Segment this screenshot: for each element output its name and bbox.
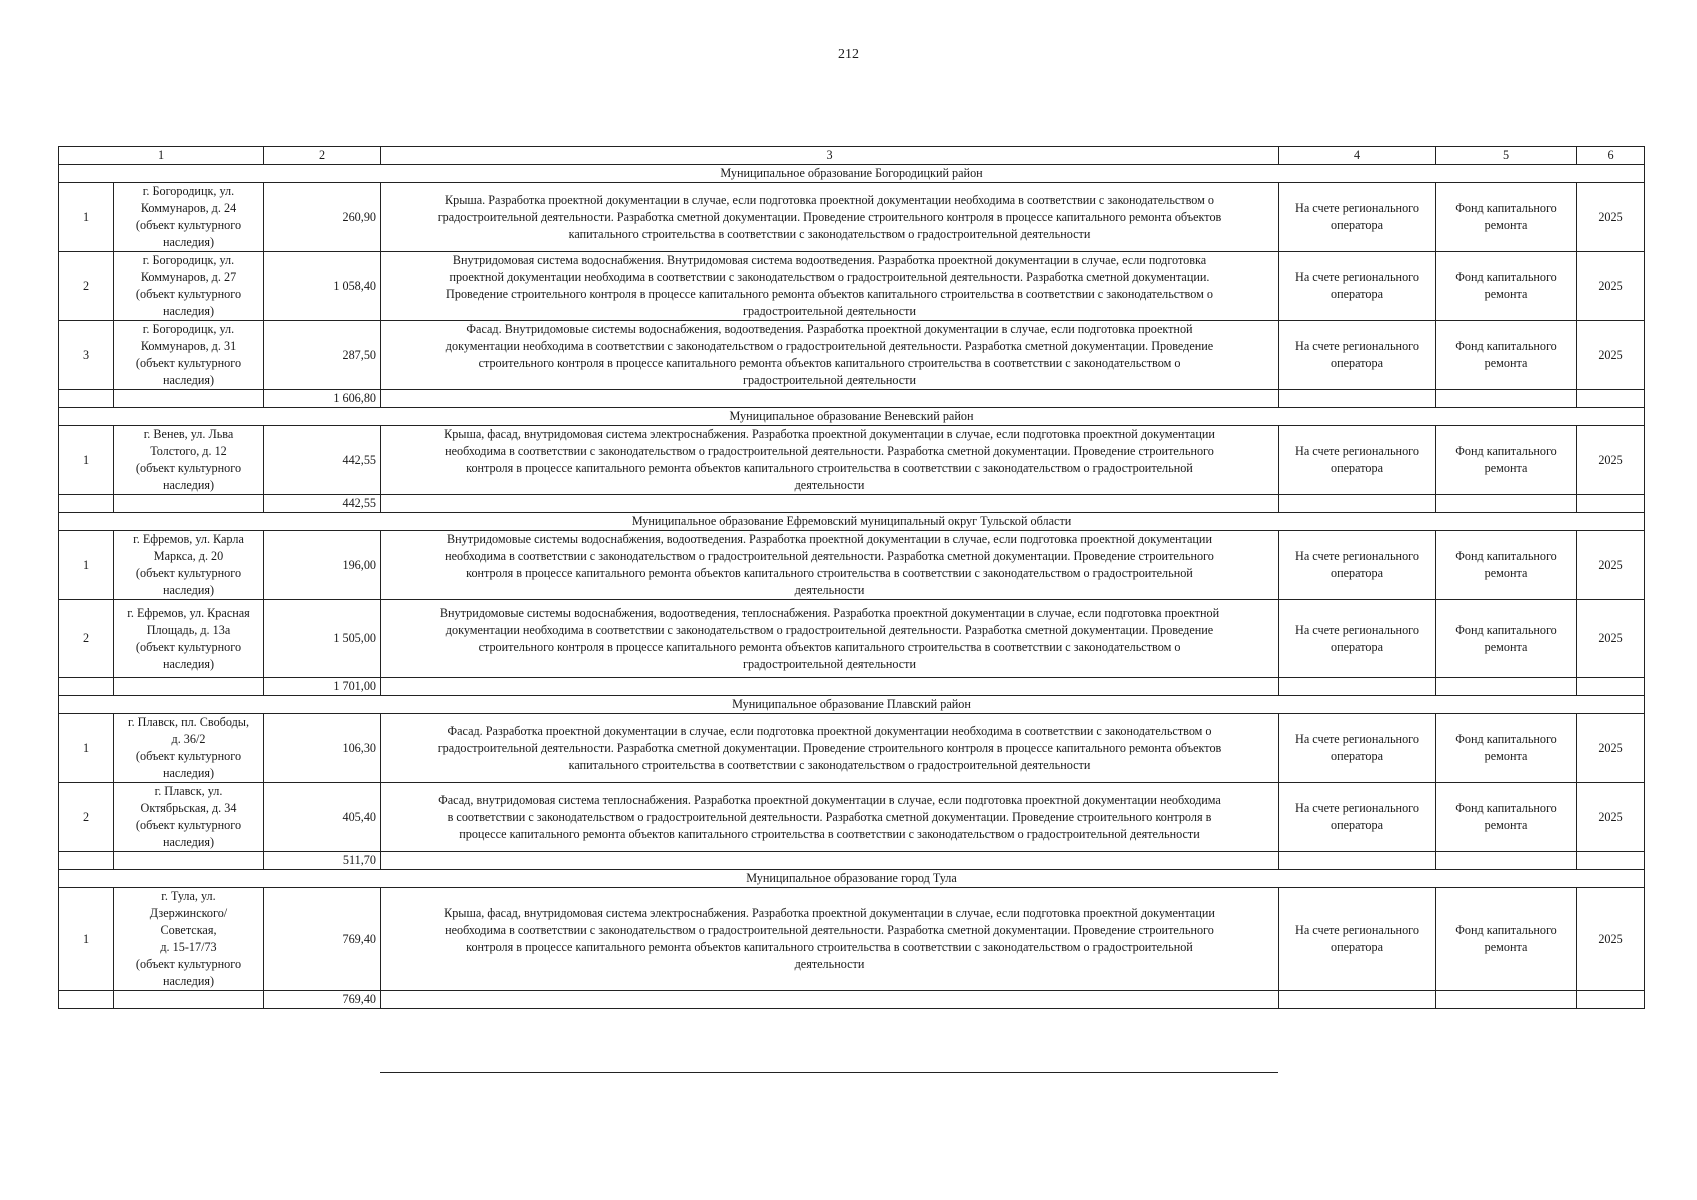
- cell-line: Дзержинского/: [149, 906, 228, 920]
- cell-line: Фонд капитального: [1455, 201, 1557, 215]
- row-number: 1: [59, 183, 114, 252]
- cell-line: (объект культурного: [135, 957, 242, 971]
- completion-year: 2025: [1577, 531, 1645, 600]
- empty-cell: [381, 991, 1279, 1009]
- table-row: [59, 783, 1645, 852]
- municipality-title: Муниципальное образование Ефремовский муниципальный округ Тульской области: [59, 513, 1645, 531]
- cell-line: наследия): [162, 583, 215, 597]
- capital-repair-table: [58, 146, 1645, 1009]
- empty-cell: [1436, 852, 1577, 870]
- cell-line: На счете регионального: [1295, 923, 1419, 937]
- municipality-header-row: [59, 513, 1645, 531]
- municipality-title: Муниципальное образование Веневский район: [59, 408, 1645, 426]
- cell-line: ремонта: [1484, 461, 1528, 475]
- municipality-title: Муниципальное образование Богородицкий район: [59, 165, 1645, 183]
- cell-line: деятельности: [794, 583, 865, 597]
- work-description: [381, 714, 1279, 783]
- cell-line: Фонд капитального: [1455, 732, 1557, 746]
- empty-cell: [1279, 390, 1436, 408]
- cell-line: г. Плавск, пл. Свободы,: [127, 715, 250, 729]
- cost-value: 106,30: [264, 714, 381, 783]
- empty-cell: [114, 678, 264, 696]
- funding-account: [1279, 183, 1436, 252]
- cell-line: наследия): [162, 478, 215, 492]
- cell-line: контроля в процессе капитального ремонта объектов капитального строительства в соответствии с законодательством о градостроительной: [466, 940, 1193, 954]
- cell-line: необходима в соответствии с законодательством о градостроительной деятельности. Разработка сметной документации. Проведение строительного: [445, 444, 1214, 458]
- cell-line: документации необходима в соответствии с законодательством о градостроительной деятельности. Разработка сметной документации. Проведение: [445, 339, 1214, 353]
- cell-line: наследия): [162, 766, 215, 780]
- cell-line: наследия): [162, 835, 215, 849]
- row-number: 2: [59, 783, 114, 852]
- work-description: [381, 426, 1279, 495]
- funding-source: [1436, 888, 1577, 991]
- cell-line: Фасад. Разработка проектной документации в случае, если подготовка проектной документации необходима в соответствии с законодательством о: [447, 723, 1212, 738]
- table-row: [59, 888, 1645, 991]
- funding-source: [1436, 531, 1577, 600]
- cell-line: наследия): [162, 974, 215, 988]
- table-row: [59, 531, 1645, 600]
- cell-line: На счете регионального: [1295, 339, 1419, 353]
- cell-line: градостроительной деятельности. Разработка сметной документации. Проведение строительного контроля в процессе капитального ремонта объектов: [437, 740, 1222, 755]
- work-description: [381, 183, 1279, 252]
- cell-line: На счете регионального: [1295, 732, 1419, 746]
- work-description: [381, 783, 1279, 852]
- empty-cell: [381, 390, 1279, 408]
- cell-line: На счете регионального: [1295, 801, 1419, 815]
- cell-line: На счете регионального: [1295, 622, 1419, 637]
- cell-line: Фонд капитального: [1455, 923, 1557, 937]
- cell-line: оператора: [1331, 818, 1383, 832]
- object-address: [114, 426, 264, 495]
- cell-line: Фасад, внутридомовая система теплоснабжения. Разработка проектной документации в случае, если подготовка проектной документации необходима: [438, 792, 1221, 807]
- cell-line: (объект культурного: [135, 749, 242, 763]
- cell-line: д. 15-17/73: [160, 940, 217, 954]
- funding-account: [1279, 888, 1436, 991]
- cell-line: г. Богородицк, ул.: [142, 322, 235, 336]
- cell-line: контроля в процессе капитального ремонта объектов капитального строительства в соответствии с законодательством о градостроительной: [466, 461, 1193, 475]
- object-address: [114, 531, 264, 600]
- completion-year: 2025: [1577, 714, 1645, 783]
- cell-line: градостроительной деятельности: [742, 656, 917, 671]
- cell-line: оператора: [1331, 287, 1383, 301]
- funding-source: [1436, 714, 1577, 783]
- row-number: 2: [59, 252, 114, 321]
- municipality-title: Муниципальное образование город Тула: [59, 870, 1645, 888]
- empty-cell: [114, 852, 264, 870]
- completion-year: 2025: [1577, 252, 1645, 321]
- cell-line: Внутридомовые системы водоснабжения, водоотведения, теплоснабжения. Разработка проектной документации в случае, если подготовка проектной: [439, 605, 1220, 620]
- object-address: [114, 888, 264, 991]
- municipality-title: Муниципальное образование Плавский район: [59, 696, 1645, 714]
- cell-line: (объект культурного: [135, 287, 242, 301]
- section-total-row: [59, 495, 1645, 513]
- completion-year: 2025: [1577, 321, 1645, 390]
- cell-line: (объект культурного: [135, 218, 242, 232]
- empty-cell: [1436, 495, 1577, 513]
- row-number: 3: [59, 321, 114, 390]
- cost-value: 196,00: [264, 531, 381, 600]
- funding-source: [1436, 426, 1577, 495]
- column-number-cell: 6: [1577, 147, 1645, 165]
- column-number-cell: 2: [264, 147, 381, 165]
- object-address: [114, 183, 264, 252]
- empty-cell: [59, 390, 114, 408]
- funding-account: [1279, 531, 1436, 600]
- row-number: 1: [59, 426, 114, 495]
- cell-line: Крыша, фасад, внутридомовая система электроснабжения. Разработка проектной документации в случае, если подготовка проектной документации: [444, 906, 1215, 920]
- funding-source: [1436, 183, 1577, 252]
- cell-line: Внутридомовые системы водоснабжения, водоотведения. Разработка проектной документации в случае, если подготовка проектной документации: [447, 532, 1212, 546]
- column-number-cell: 4: [1279, 147, 1436, 165]
- empty-cell: [59, 852, 114, 870]
- empty-cell: [114, 991, 264, 1009]
- cell-line: Коммунаров, д. 31: [140, 339, 237, 353]
- municipality-header-row: [59, 408, 1645, 426]
- object-address: [114, 600, 264, 678]
- cell-line: Маркса, д. 20: [153, 549, 224, 563]
- section-total-row: [59, 852, 1645, 870]
- cell-line: г. Ефремов, ул. Красная: [127, 605, 250, 620]
- object-address: [114, 714, 264, 783]
- municipality-header-row: [59, 696, 1645, 714]
- empty-cell: [59, 495, 114, 513]
- empty-cell: [1577, 678, 1645, 696]
- cell-line: д. 36/2: [171, 732, 206, 746]
- cell-line: капитального строительства в соответствии с законодательством о градостроительной деятельности: [568, 757, 1091, 772]
- cell-line: деятельности: [794, 957, 865, 971]
- cell-line: ремонта: [1484, 566, 1528, 580]
- table-row: [59, 252, 1645, 321]
- empty-cell: [1279, 495, 1436, 513]
- cell-line: Советская,: [160, 923, 217, 937]
- cell-line: градостроительной деятельности. Разработка сметной документации. Проведение строительного контроля в процессе капитального ремонта объектов: [437, 209, 1222, 224]
- cell-line: строительного контроля в процессе капитального ремонта объектов капитального строительства в соответствии с законодательством о: [478, 639, 1181, 654]
- work-description: [381, 888, 1279, 991]
- empty-cell: [381, 678, 1279, 696]
- empty-cell: [1279, 678, 1436, 696]
- funding-source: [1436, 321, 1577, 390]
- cell-line: строительного контроля в процессе капитального ремонта объектов капитального строительства в соответствии с законодательством о: [478, 356, 1181, 370]
- page-number: 212: [838, 47, 859, 62]
- empty-cell: [1577, 495, 1645, 513]
- cell-line: наследия): [162, 373, 215, 387]
- funding-account: [1279, 426, 1436, 495]
- completion-year: 2025: [1577, 183, 1645, 252]
- cost-value: 1 505,00: [264, 600, 381, 678]
- section-total: 769,40: [264, 991, 381, 1009]
- table-row: [59, 321, 1645, 390]
- table-row: [59, 183, 1645, 252]
- row-number: 2: [59, 600, 114, 678]
- cell-line: градостроительной деятельности: [742, 373, 917, 387]
- funding-source: [1436, 252, 1577, 321]
- cell-line: г. Ефремов, ул. Карла: [133, 532, 244, 546]
- section-total-row: [59, 678, 1645, 696]
- cell-line: На счете регионального: [1295, 201, 1419, 215]
- empty-cell: [1436, 390, 1577, 408]
- row-number: 1: [59, 714, 114, 783]
- cell-line: Площадь, д. 13а: [146, 622, 231, 637]
- cell-line: оператора: [1331, 940, 1383, 954]
- completion-year: 2025: [1577, 426, 1645, 495]
- column-number-cell: 5: [1436, 147, 1577, 165]
- work-description: [381, 252, 1279, 321]
- cell-line: оператора: [1331, 461, 1383, 475]
- cell-line: ремонта: [1484, 749, 1528, 763]
- empty-cell: [59, 678, 114, 696]
- cell-line: Крыша, фасад, внутридомовая система электроснабжения. Разработка проектной документации в случае, если подготовка проектной документации: [444, 427, 1215, 441]
- cell-line: Фонд капитального: [1455, 622, 1557, 637]
- cell-line: Проведение строительного контроля в процессе капитального ремонта объектов капитального строительства в соответствии с законодательством о: [446, 287, 1213, 301]
- cell-line: в соответствии с законодательством о градостроительной деятельности. Разработка сметной документации. Проведение строительного контроля в: [447, 809, 1212, 824]
- cell-line: (объект культурного: [135, 356, 242, 370]
- column-number-cell: 1: [59, 147, 264, 165]
- object-address: [114, 783, 264, 852]
- funding-account: [1279, 783, 1436, 852]
- cell-line: документации необходима в соответствии с законодательством о градостроительной деятельности. Разработка сметной документации. Проведение: [445, 622, 1214, 637]
- empty-cell: [114, 390, 264, 408]
- cell-line: ремонта: [1484, 218, 1528, 232]
- cost-value: 405,40: [264, 783, 381, 852]
- completion-year: 2025: [1577, 888, 1645, 991]
- cell-line: контроля в процессе капитального ремонта объектов капитального строительства в соответствии с законодательством о градостроительной: [466, 566, 1193, 580]
- municipality-header-row: [59, 870, 1645, 888]
- cell-line: наследия): [162, 235, 215, 249]
- work-description: [381, 321, 1279, 390]
- row-number: 1: [59, 531, 114, 600]
- cell-line: г. Богородицк, ул.: [142, 184, 235, 198]
- cell-line: ремонта: [1484, 818, 1528, 832]
- cell-line: Крыша. Разработка проектной документации в случае, если подготовка проектной документации необходима в соответствии с законодательством о: [444, 192, 1215, 207]
- cell-line: необходима в соответствии с законодательством о градостроительной деятельности. Разработка сметной документации. Проведение строительного: [445, 923, 1214, 937]
- cell-line: оператора: [1331, 566, 1383, 580]
- cell-line: оператора: [1331, 639, 1383, 654]
- empty-cell: [59, 991, 114, 1009]
- table-row: [59, 426, 1645, 495]
- cell-line: Толстого, д. 12: [150, 444, 227, 458]
- empty-cell: [1577, 852, 1645, 870]
- cell-line: наследия): [162, 656, 215, 671]
- cell-line: На счете регионального: [1295, 444, 1419, 458]
- object-address: [114, 321, 264, 390]
- empty-cell: [1279, 852, 1436, 870]
- cell-line: (объект культурного: [135, 639, 242, 654]
- empty-cell: [1436, 991, 1577, 1009]
- cell-line: г. Венев, ул. Льва: [143, 427, 234, 441]
- cell-line: На счете регионального: [1295, 270, 1419, 284]
- cell-line: ремонта: [1484, 639, 1528, 654]
- funding-source: [1436, 600, 1577, 678]
- footer-rule: [380, 1072, 1278, 1073]
- cell-line: Коммунаров, д. 27: [140, 270, 237, 284]
- cell-line: процессе капитального ремонта объектов капитального строительства в соответствии с законодательством о градостроительной деятельности: [459, 826, 1200, 841]
- section-total: 442,55: [264, 495, 381, 513]
- empty-cell: [114, 495, 264, 513]
- section-total-row: [59, 991, 1645, 1009]
- cell-line: необходима в соответствии с законодательством о градостроительной деятельности. Разработка сметной документации. Проведение строительного: [445, 549, 1214, 563]
- work-description: [381, 531, 1279, 600]
- funding-account: [1279, 714, 1436, 783]
- cell-line: проектной документации необходима в соответствии с законодательством о градостроительной деятельности. Разработка сметной документации.: [449, 270, 1210, 284]
- cell-line: ремонта: [1484, 287, 1528, 301]
- cell-line: градостроительной деятельности: [742, 304, 917, 318]
- cell-line: оператора: [1331, 356, 1383, 370]
- funding-account: [1279, 600, 1436, 678]
- cell-line: Фонд капитального: [1455, 801, 1557, 815]
- cell-line: г. Плавск, ул.: [154, 784, 223, 798]
- funding-account: [1279, 321, 1436, 390]
- completion-year: 2025: [1577, 783, 1645, 852]
- empty-cell: [381, 495, 1279, 513]
- section-total-row: [59, 390, 1645, 408]
- cell-line: Фонд капитального: [1455, 339, 1557, 353]
- cell-line: На счете регионального: [1295, 549, 1419, 563]
- cell-line: Коммунаров, д. 24: [140, 201, 237, 215]
- cell-line: оператора: [1331, 218, 1383, 232]
- section-total: 511,70: [264, 852, 381, 870]
- cost-value: 442,55: [264, 426, 381, 495]
- funding-account: [1279, 252, 1436, 321]
- completion-year: 2025: [1577, 600, 1645, 678]
- cell-line: Внутридомовая система водоснабжения. Внутридомовая система водоотведения. Разработка проектной документации в случае, если подготовка: [452, 253, 1207, 267]
- municipality-header-row: [59, 165, 1645, 183]
- funding-source: [1436, 783, 1577, 852]
- object-address: [114, 252, 264, 321]
- cell-line: г. Тула, ул.: [161, 889, 216, 903]
- cell-line: деятельности: [794, 478, 865, 492]
- cost-value: 769,40: [264, 888, 381, 991]
- cell-line: г. Богородицк, ул.: [142, 253, 235, 267]
- cell-line: оператора: [1331, 749, 1383, 763]
- cost-value: 287,50: [264, 321, 381, 390]
- cell-line: (объект культурного: [135, 566, 242, 580]
- cell-line: наследия): [162, 304, 215, 318]
- row-number: 1: [59, 888, 114, 991]
- cell-line: Фасад. Внутридомовые системы водоснабжения, водоотведения. Разработка проектной документации в случае, если подготовка проектной: [466, 322, 1193, 336]
- cell-line: ремонта: [1484, 940, 1528, 954]
- work-description: [381, 600, 1279, 678]
- cell-line: Фонд капитального: [1455, 444, 1557, 458]
- section-total: 1 606,80: [264, 390, 381, 408]
- empty-cell: [1577, 991, 1645, 1009]
- column-number-row: [59, 147, 1645, 165]
- empty-cell: [1279, 991, 1436, 1009]
- cell-line: Фонд капитального: [1455, 270, 1557, 284]
- section-total: 1 701,00: [264, 678, 381, 696]
- cell-line: Фонд капитального: [1455, 549, 1557, 563]
- table-row: [59, 714, 1645, 783]
- empty-cell: [1436, 678, 1577, 696]
- cell-line: капитального строительства в соответствии с законодательством о градостроительной деятельности: [568, 226, 1091, 241]
- cell-line: (объект культурного: [135, 818, 242, 832]
- cell-line: ремонта: [1484, 356, 1528, 370]
- cell-line: Октябрьская, д. 34: [140, 801, 237, 815]
- empty-cell: [381, 852, 1279, 870]
- cell-line: (объект культурного: [135, 461, 242, 475]
- column-number-cell: 3: [381, 147, 1279, 165]
- table-row: [59, 600, 1645, 678]
- empty-cell: [1577, 390, 1645, 408]
- cost-value: 260,90: [264, 183, 381, 252]
- cost-value: 1 058,40: [264, 252, 381, 321]
